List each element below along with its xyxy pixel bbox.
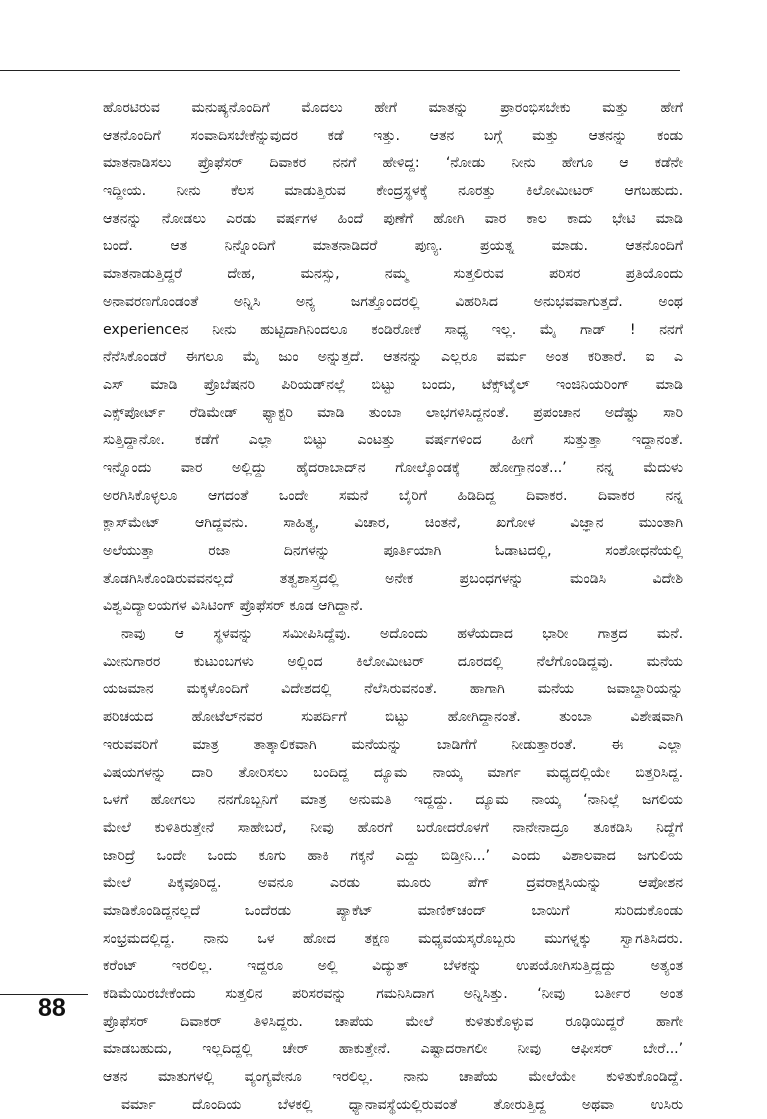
text-line: ತೊಡಗಿಸಿಕೊಂಡಿರುವವನಲ್ಲದೆ ತತ್ವಶಾಸ್ತ್ರದಲ್ಲಿ ಅನೇಕ ಪ್ರಬಂಧಗಳನ್ನು ಮಂಡಿಸಿ ವಿದೇಶಿ [103,570,683,587]
text-line: ಸಂಭ್ರಮದಲ್ಲಿದ್ದ. ನಾನು ಒಳ ಹೋದ ತಕ್ಷಣ ಮಧ್ಯವಯಸ್ಕರೊಬ್ಬರು ಮುಗಳ್ನಕ್ಕು ಸ್ವಾಗತಿಸಿದರು. [103,930,683,947]
text-line: ಕಡಿಮೆಯಿರಬೇಕೆಂದು ಸುತ್ತಲಿನ ಪರಿಸರವನ್ನು ಗಮನಿಸಿದಾಗ ಅನ್ನಿಸಿತ್ತು. ‘ನೀವು ಬರ್ತೀರ ಅಂತ [103,986,683,1002]
text-line: experienceನ ನೀನು ಹುಟ್ಟಿದಾಗಿನಿಂದಲೂ ಕಂಡಿರೋಕೆ ಸಾಧ್ಯ ಇಲ್ಲ. ಮೈ ಗಾಡ್ ! ನನಗೆ [103,321,683,338]
body-text [103,95,683,1119]
text-line: ಆತನೊಂದಿಗೆ ಸಂವಾದಿಸಬೇಕೆನ್ನುವುದರ ಕಡೆ ಇತ್ತು. ಆತನ ಬಗ್ಗೆ ಮತ್ತು ಆತನನ್ನು ಕಂಡು [103,127,683,144]
text-line: ವರ್ಮಾ ದೊಂದಿಯ ಬೆಳಕಲ್ಲಿ ಧ್ಯಾನಾವಸ್ಥೆಯಲ್ಲಿರುವಂತೆ ತೋರುತ್ತಿದ್ದ ಅಥವಾ ಉಸಿರು [121,1096,683,1113]
text-line: ಅಲೆಯುತ್ತಾ ರಜಾ ದಿನಗಳನ್ನು ಪೂರ್ತಿಯಾಗಿ ಓಡಾಟದಲ್ಲಿ, ಸಂಶೋಧನೆಯಲ್ಲಿ [103,543,683,559]
text-line: ಆತನ ಮಾತುಗಳಲ್ಲಿ ವ್ಯಂಗ್ಯವೇನೂ ಇರಲಿಲ್ಲ. ನಾನು ಚಾಪೆಯ ಮೇಲೆಯೇ ಕುಳಿತುಕೊಂಡಿದ್ದೆ. [103,1069,683,1086]
text-line: ಎಕ್ಸ್‌ಪೋರ್ಟ್ ರೆಡಿಮೇಡ್ ಫ್ಯಾಕ್ಟರಿ ಮಾಡಿ ತುಂಬಾ ಲಾಭಗಳಿಸಿದ್ದನಂತೆ. ಪ್ರಪಂಚಾನ ಅದೆಷ್ಟು ಸಾರಿ [103,404,683,421]
text-line: ಮೇಲೆ ಪಿಕ್ಕವೂರಿದ್ದ. ಅವನೂ ಎರಡು ಮೂರು ಪೆಗ್ ದ್ರವರಾಕ್ಷಸಿಯನ್ನು ಆಪೋಶನ [103,875,683,892]
text-line: ಸುತ್ತಿದ್ದಾನೋ. ಕಡೆಗೆ ಎಲ್ಲಾ ಬಿಟ್ಟು ಎಂಟತ್ತು ವರ್ಷಗಳಿಂದ ಹೀಗೆ ಸುತ್ತುತ್ತಾ ಇದ್ದಾನಂತೆ. [103,432,683,449]
text-line: ಮಾತನಾಡಿಸಲು ಪ್ರೊಫೆಸರ್ ದಿವಾಕರ ನನಗೆ ಹೇಳಿದ್ದ: ‘ನೋಡು ನೀನು ಹೇಗೂ ಆ ಕಡೆನೇ [103,155,683,172]
text-line: ಆತನನ್ನು ನೋಡಲು ಎರಡು ವರ್ಷಗಳ ಹಿಂದೆ ಪುಣೆಗೆ ಹೋಗಿ ವಾರ ಕಾಲ ಕಾದು ಭೇಟಿ ಮಾಡಿ [103,210,683,227]
text-line: ಪರಿಚಯದ ಹೋಟೆಲ್‌ನವರ ಸುಪರ್ದಿಗೆ ಬಿಟ್ಟು ಹೋಗಿದ್ದಾನಂತೆ. ತುಂಬಾ ವಿಶೇಷವಾಗಿ [103,709,683,726]
page-number: 88 [38,994,66,1022]
text-line: ವಿಷಯಗಳನ್ನು ದಾರಿ ತೋರಿಸಲು ಬಂದಿದ್ದ ದ್ಯೂಮ ನಾಯ್ಕ ಮಾರ್ಗ ಮಧ್ಯದಲ್ಲಿಯೇ ಬಿತ್ತರಿಸಿದ್ದ. [103,764,683,781]
text-line: ಮೇಲೆ ಕುಳಿತಿರುತ್ತೇನೆ ಸಾಹೇಬರೆ, ನೀವು ಹೊರಗೆ ಬರೋದರೊಳಗೆ ನಾನೇನಾದ್ರೂ ತೂಕಡಿಸಿ ನಿದ್ದೆಗೆ [103,819,683,836]
text-line: ಇನ್ನೊಂದು ವಾರ ಅಲ್ಲಿದ್ದು ಹೈದರಾಬಾದ್‌ನ ಗೋಲ್ಕೊಂಡಕ್ಕೆ ಹೋಗ್ತಾನಂತೆ...’ ನನ್ನ ಮೆದುಳು [103,459,683,476]
text-line: ಎಸ್ ಮಾಡಿ ಪ್ರೊಬೆಷನರಿ ಪಿರಿಯಡ್‌ನಲ್ಲೆ ಬಿಟ್ಟು ಬಂದು, ಟೆಕ್ಸ್‌ಟೈಲ್ ಇಂಜಿನಿಯರಿಂಗ್ ಮಾಡಿ [103,376,683,393]
text-line: ಪ್ರೊಫೆಸರ್ ದಿವಾಕರ್ ತಿಳಿಸಿದ್ದರು. ಚಾಪೆಯ ಮೇಲೆ ಕುಳಿತುಕೊಳ್ಳುವ ರೂಢಿಯಿದ್ದರೆ ಹಾಗೇ [103,1013,683,1030]
text-line: ಬಂದೆ. ಆತ ನಿನ್ನೊಂದಿಗೆ ಮಾತನಾಡಿದರೆ ಪುಣ್ಯ. ಪ್ರಯತ್ನ ಮಾಡು. ಆತನೊಂದಿಗೆ [103,238,683,255]
text-line: ಕರೆಂಟ್ ಇರಲಿಲ್ಲ. ಇದ್ದರೂ ಅಲ್ಲಿ ವಿದ್ಯುತ್ ಬೆಳಕನ್ನು ಉಪಯೋಗಿಸುತ್ತಿದ್ದದ್ದು ಅತ್ಯಂತ [103,958,683,975]
text-line: ಮಾಡಿಕೊಂಡಿದ್ದನಲ್ಲದೆ ಒಂದೆರಡು ಪ್ಯಾಕೆಟ್ ಮಾಣಿಕ್‌ಚಂದ್ ಬಾಯಿಗೆ ಸುರಿದುಕೊಂಡು [103,902,683,919]
text-line: ಜಾರಿದ್ರೆ ಒಂದೇ ಒಂದು ಕೂಗು ಹಾಕಿ ಗಕ್ಕನೆ ಎದ್ದು ಬಿಡ್ತೀನಿ...’ ಎಂದು ವಿಶಾಲವಾದ ಜಗುಲಿಯ [103,847,683,864]
text-line: ನೆನೆಸಿಕೊಂಡರೆ ಈಗಲೂ ಮೈ ಜುಂ ಅನ್ನುತ್ತದೆ. ಆತನನ್ನು ಎಲ್ಲರೂ ವರ್ಮ ಅಂತ ಕರಿತಾರೆ. ಐ ಎ [103,349,683,366]
text-line: ಅನಾವರಣಗೊಂಡಂತೆ ಅನ್ನಿಸಿ ಅನ್ಯ ಜಗತ್ತೊಂದರಲ್ಲಿ ವಿಹರಿಸಿದ ಅನುಭವವಾಗುತ್ತದೆ. ಅಂಥ [103,293,683,310]
text-line: ಇದ್ದೀಯ. ನೀನು ಕೆಲಸ ಮಾಡುತ್ತಿರುವ ಕೇಂದ್ರಸ್ಥಳಕ್ಕೆ ನೂರತ್ತು ಕಿಲೋಮೀಟರ್ ಆಗಬಹುದು. [103,183,683,200]
text-line: ಇರುವವರಿಗೆ ಮಾತ್ರ ತಾತ್ಕಾಲಿಕವಾಗಿ ಮನೆಯನ್ನು ಬಾಡಿಗೆಗೆ ನೀಡುತ್ತಾರಂತೆ. ಈ ಎಲ್ಲಾ [103,736,683,753]
text-line: ವಿಶ್ವವಿದ್ಯಾಲಯಗಳ ವಿಸಿಟಿಂಗ್ ಪ್ರೊಫೆಸರ್ ಕೂಡ ಆಗಿದ್ದಾನೆ. [103,598,364,615]
text-line: ಒಳಗೆ ಹೋಗಲು ನನಗೊಬ್ಬನಿಗೆ ಮಾತ್ರ ಅನುಮತಿ ಇದ್ದದ್ದು. ದ್ಯೂಮ ನಾಯ್ಕ ‘ನಾನಿಲ್ಲೆ ಜಗಲಿಯ [103,792,683,809]
text-line: ಹೊರಟಿರುವ ಮನುಷ್ಯನೊಂದಿಗೆ ಮೊದಲು ಹೇಗೆ ಮಾತನ್ನು ಪ್ರಾರಂಭಿಸಬೇಕು ಮತ್ತು ಹೇಗೆ [103,100,683,116]
top-rule [0,70,680,71]
text-line: ಮಾಡಬಹುದು, ಇಲ್ಲದಿದ್ದಲ್ಲಿ ಚೇರ್ ಹಾಕುತ್ತೇನೆ. ಎಷ್ಟಾದರಾಗಲೀ ನೀವು ಆಫೀಸರ್ ಬೇರೆ...’ [103,1041,683,1058]
text-line: ಅರಗಿಸಿಕೊಳ್ಳಲೂ ಆಗದಂತೆ ಒಂದೇ ಸಮನೆ ಬೈರಿಗೆ ಹಿಡಿದಿದ್ದ ದಿವಾಕರ. ದಿವಾಕರ ನನ್ನ [103,487,683,504]
text-line: ನಾವು ಆ ಸ್ಥಳವನ್ನು ಸಮೀಪಿಸಿದ್ದೆವು. ಅದೊಂದು ಹಳೆಯದಾದ ಭಾರೀ ಗಾತ್ರದ ಮನೆ. [121,626,683,643]
text-line: ಮೀನುಗಾರರ ಕುಟುಂಬಗಳು ಅಲ್ಲಿಂದ ಕಿಲೋಮೀಟರ್ ದೂರದಲ್ಲಿ ನೆಲೆಗೊಂಡಿದ್ದವು. ಮನೆಯ [103,653,683,670]
text-line: ಮಾತನಾಡುತ್ತಿದ್ದರೆ ದೇಹ, ಮನಸ್ಸು, ನಮ್ಮ ಸುತ್ತಲಿರುವ ಪರಿಸರ ಪ್ರತಿಯೊಂದು [103,266,683,283]
text-line: ಯಜಮಾನ ಮಕ್ಕಳೊಂದಿಗೆ ವಿದೇಶದಲ್ಲಿ ನೆಲೆಸಿರುವನಂತೆ. ಹಾಗಾಗಿ ಮನೆಯ ಜವಾಬ್ದಾರಿಯನ್ನು [103,681,683,698]
text-line: ಕ್ಲಾಸ್‌ಮೇಟ್ ಆಗಿದ್ದವನು. ಸಾಹಿತ್ಯ, ವಿಚಾರ, ಚಿಂತನೆ, ಖಗೋಳ ವಿಜ್ಞಾನ ಮುಂತಾಗಿ [103,515,683,532]
